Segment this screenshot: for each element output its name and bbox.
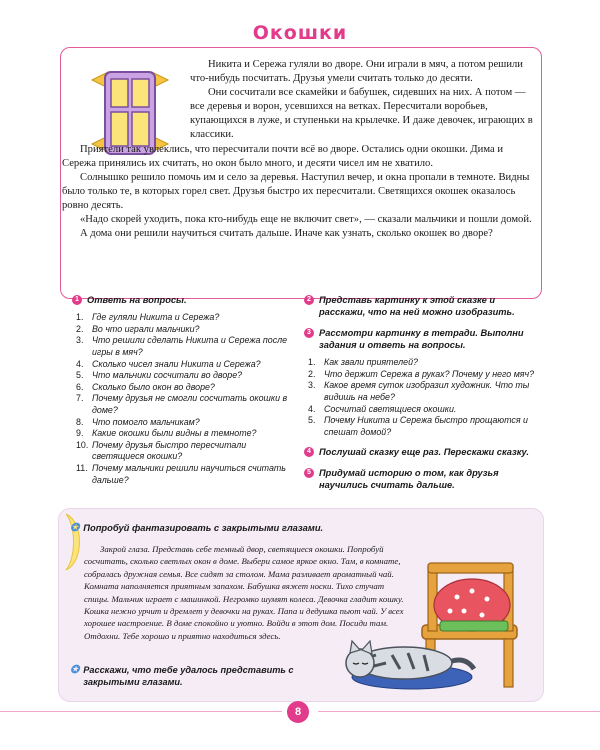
question-item: Что решили сделать Никита и Сережа после игры в мяч? (92, 335, 288, 358)
story-text (62, 58, 537, 241)
chair-cat-illustration (342, 555, 537, 693)
question-list (304, 357, 536, 438)
tasks-right-column (304, 294, 536, 499)
footer-divider (318, 711, 600, 712)
tasks-left-column (72, 294, 294, 494)
question-item: Какое время суток изобразил художник. Что ты видишь на небе? (324, 380, 530, 402)
question-item: Что мальчики сосчитали во дворе? (92, 370, 243, 381)
question-list (72, 312, 294, 486)
task-5 (304, 467, 536, 492)
question-item: Почему друзья не смогли сосчитать окошки в доме? (92, 393, 288, 416)
task-4 (304, 446, 536, 458)
story-paragraph: Они сосчитали все скамейки и бабушек, сидевших на них. А потом — все деревья и ворон, усевшихся на ветках. Пересчитали воробьев, купающихся в луже, и ступеньки на крылечке. И даже девочек, играющих в классики. (190, 87, 533, 141)
question-item: Сосчитай светящиеся окошки. (324, 403, 457, 414)
footer-divider (0, 711, 282, 712)
question-item: Почему Никита и Сережа быстро прощаются и спешат домой? (324, 415, 528, 437)
question-item: Что держит Сережа в руках? Почему у него мяч? (324, 368, 535, 379)
question-item: Где гуляли Никита и Сережа? (92, 312, 220, 323)
fantasy-ask (70, 664, 330, 689)
story-paragraph: А дома они решили научиться считать дальше. Иначе как узнать, сколько окошек во дворе? (80, 228, 493, 240)
page-title: Окошки (252, 22, 348, 44)
fantasy-paragraph: Закрой глаза. Представь себе темный двор, светящиеся окошки. Попробуй сосчитать, сколько светлых окон в доме. Выбери самое яркое окно. Там, в комнате, собралась дружная семья. Все сидят за столом. Мама разливает ароматный чай. Комната наполняется приятным запахом. Бабушка вяжет носки. Тихо стучат спицы. Мальчик играет с машинкой. Негромко шумят колеса. Девочка гладит кошку. Кошка нежно урчит и дремлет у девочки на руках. Папа и дедушка пьют чай. У всех хорошее настроение. В доме спокойно и уютно. Войди в этот дом. Посиди там. Отдохни. Тебе хорошо и приятно находиться здесь. (84, 544, 404, 641)
question-item: Как звали приятелей? (324, 357, 418, 368)
story-paragraph: Солнышко решило помочь им и село за деревья. Наступил вечер, и окна пропали в темноте. Видны было только те, в которых горел свет. Друзья быстро их пересчитали. Светящихся окошек оказалось ровно десять. (62, 171, 530, 211)
star-icon: ✪ (70, 664, 80, 676)
task-text: Представь картинку к этой сказке и расскажи, что на ней можно изобразить. (319, 295, 515, 318)
question-item: Сколько чисел знали Никита и Сережа? (92, 358, 261, 369)
task-text: Придумай историю о том, как друзья научились считать дальше. (319, 467, 499, 490)
task-number-badge: 3 (304, 328, 314, 338)
fantasy-ask-text: Расскажи, что тебе удалось представить с закрытыми глазами. (83, 665, 294, 688)
page-number: 8 (287, 701, 309, 723)
task-2 (304, 294, 536, 319)
task-number-badge: 4 (304, 447, 314, 457)
fantasy-heading (70, 521, 323, 534)
task-1 (72, 294, 294, 306)
task-text: Рассмотри картинку в тетради. Выполни задания и ответь на вопросы. (319, 327, 524, 350)
story-paragraph: «Надо скорей уходить, пока кто-нибудь еще не включит свет», — сказали мальчики и пошли домой. (80, 214, 532, 226)
star-icon: ✪ (70, 522, 80, 534)
task-text: Ответь на вопросы. (87, 295, 187, 305)
question-item: Что помогло мальчикам? (92, 416, 200, 427)
fantasy-heading-text: Попробуй фантазировать с закрытыми глазами. (83, 522, 324, 533)
task-number-badge: 1 (72, 295, 82, 305)
story-paragraph: Приятели так увлеклись, что пересчитали почти всё во дворе. Остались одни окошки. Дима и Сережа принялись их считать, но окон было много, и десяти чисел им не хватило. (62, 143, 503, 169)
question-item: Сколько было окон во дворе? (92, 381, 215, 392)
task-number-badge: 2 (304, 295, 314, 305)
question-item: Во что играли мальчики? (92, 323, 200, 334)
question-item: Какие окошки были видны в темноте? (92, 428, 257, 439)
question-item: Почему друзья быстро пересчитали светящиеся окошки? (92, 439, 247, 462)
task-3 (304, 327, 536, 352)
question-item: Почему мальчики решили научиться считать дальше? (92, 463, 286, 485)
task-text: Послушай сказку еще раз. Перескажи сказку. (319, 447, 529, 458)
story-paragraph: Никита и Сережа гуляли во дворе. Они играли в мяч, а потом решили что-нибудь посчитать. Друзья умели считать только до десяти. (190, 59, 523, 85)
task-number-badge: 5 (304, 468, 314, 478)
